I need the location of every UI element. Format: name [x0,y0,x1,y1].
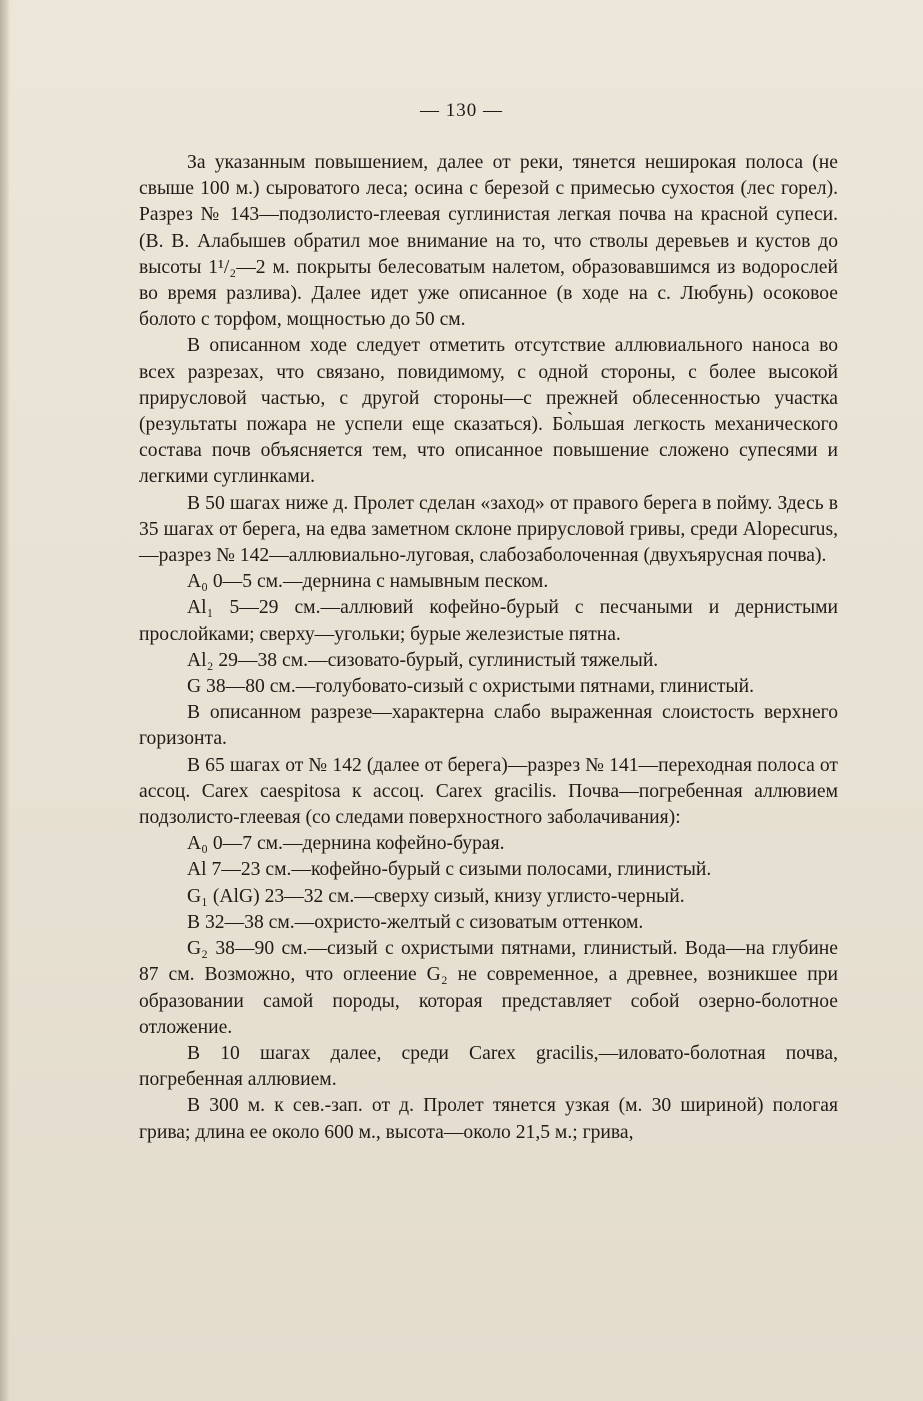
horizon-line: A₀ 0—7 см.—дернина кофейно-бурая. [187,833,505,855]
paragraph: В 65 шагах от № 142 (далее от берега)—разрез № 141—переходная полоса от ассоц. Carex caespitosa к ассоц. Carex gracilis. Почва—погребенная аллювием подзолисто-глеевая (со следами поверхностного заболачивания): [139,754,838,829]
horizon-line: G₂ 38—90 см.—сизый с охристыми пятнами, глинистый. Вода—на глубине 87 см. Возможно, что оглеение G₂ не современное, а древнее, возникшее при образовании самой породы, которая представляет собой озерно-болотное отложение. [139,938,838,1038]
horizon-line: Al 7—23 см.—кофейно-бурый с сизыми полосами, глинистый. [187,859,712,881]
horizon-line: G 38—80 см.—голубовато-сизый с охристыми пятнами, глинистый. [187,676,754,698]
horizon-line: Al₂ 29—38 см.—сизовато-бурый, суглинистый тяжелый. [187,649,659,671]
horizon-line: A₀ 0—5 см.—дернина с намывным песком. [187,571,549,593]
page-gutter-shadow [0,0,10,1401]
horizon-line: B 32—38 см.—охристо-желтый с сизоватым оттенком. [187,911,644,933]
horizon-line: Al₁ 5—29 см.—аллювий кофейно-бурый с песчаными и дернистыми прослойками; сверху—угольки; бурые железистые пятна. [139,597,838,645]
paragraph: За указанным повышением, далее от реки, тянется неширокая полоса (не свыше 100 м.) сыроватого леса; осина с березой с примесью сухостоя (лес горел). Разрез № 143—подзолисто-глеевая суглинистая легкая почва на красной супеси. (В. В. Алабышев обратил мое внимание на то, что стволы деревьев и кустов до высоты 1¹/₂—2 м. покрыты белесоватым налетом, образовавшимся из водорослей во время разлива). Далее идет уже описанное (в ходе на с. Любунь) осоковое болото с торфом, мощностью до 50 см. [139,152,838,331]
paragraph: В 300 м. к сев.-зап. от д. Пролет тянется узкая (м. 30 шириной) пологая грива; длина ее около 600 м., высота—около 21,5 м.; грива, [139,1095,838,1143]
paragraph: В 50 шагах ниже д. Пролет сделан «заход» от правого берега в пойму. Здесь в 35 шагах от берега, на едва заметном склоне прирусловой гривы, среди Alopecurus,—разрез № 142—аллювиально-луговая, слабозаболоченная (двухъярусная почва). [139,492,838,567]
paragraph: В описанном разрезе—характерна слабо выраженная слоистость верхнего горизонта. [139,702,838,750]
page-number: — 130 — [420,100,503,121]
page-body [139,150,838,1146]
paragraph: В 10 шагах далее, среди Carex gracilis,—иловато-болотная почва, погребенная аллювием. [139,1042,838,1091]
paragraph: В описанном ходе следует отметить отсутствие аллювиального наноса во всех разрезах, что связано, повидимому, с одной стороны, с более высокой прирусловой частью, с другой стороны—с прежней облесенностью участка (результаты пожара не успели еще сказаться). Бо̀льшая легкость механического состава почв объясняется тем, что описанное повышение сложено супесями и легкими суглинками. [139,335,838,488]
horizon-line: G₁ (AlG) 23—32 см.—сверху сизый, книзу углисто-черный. [187,885,685,907]
